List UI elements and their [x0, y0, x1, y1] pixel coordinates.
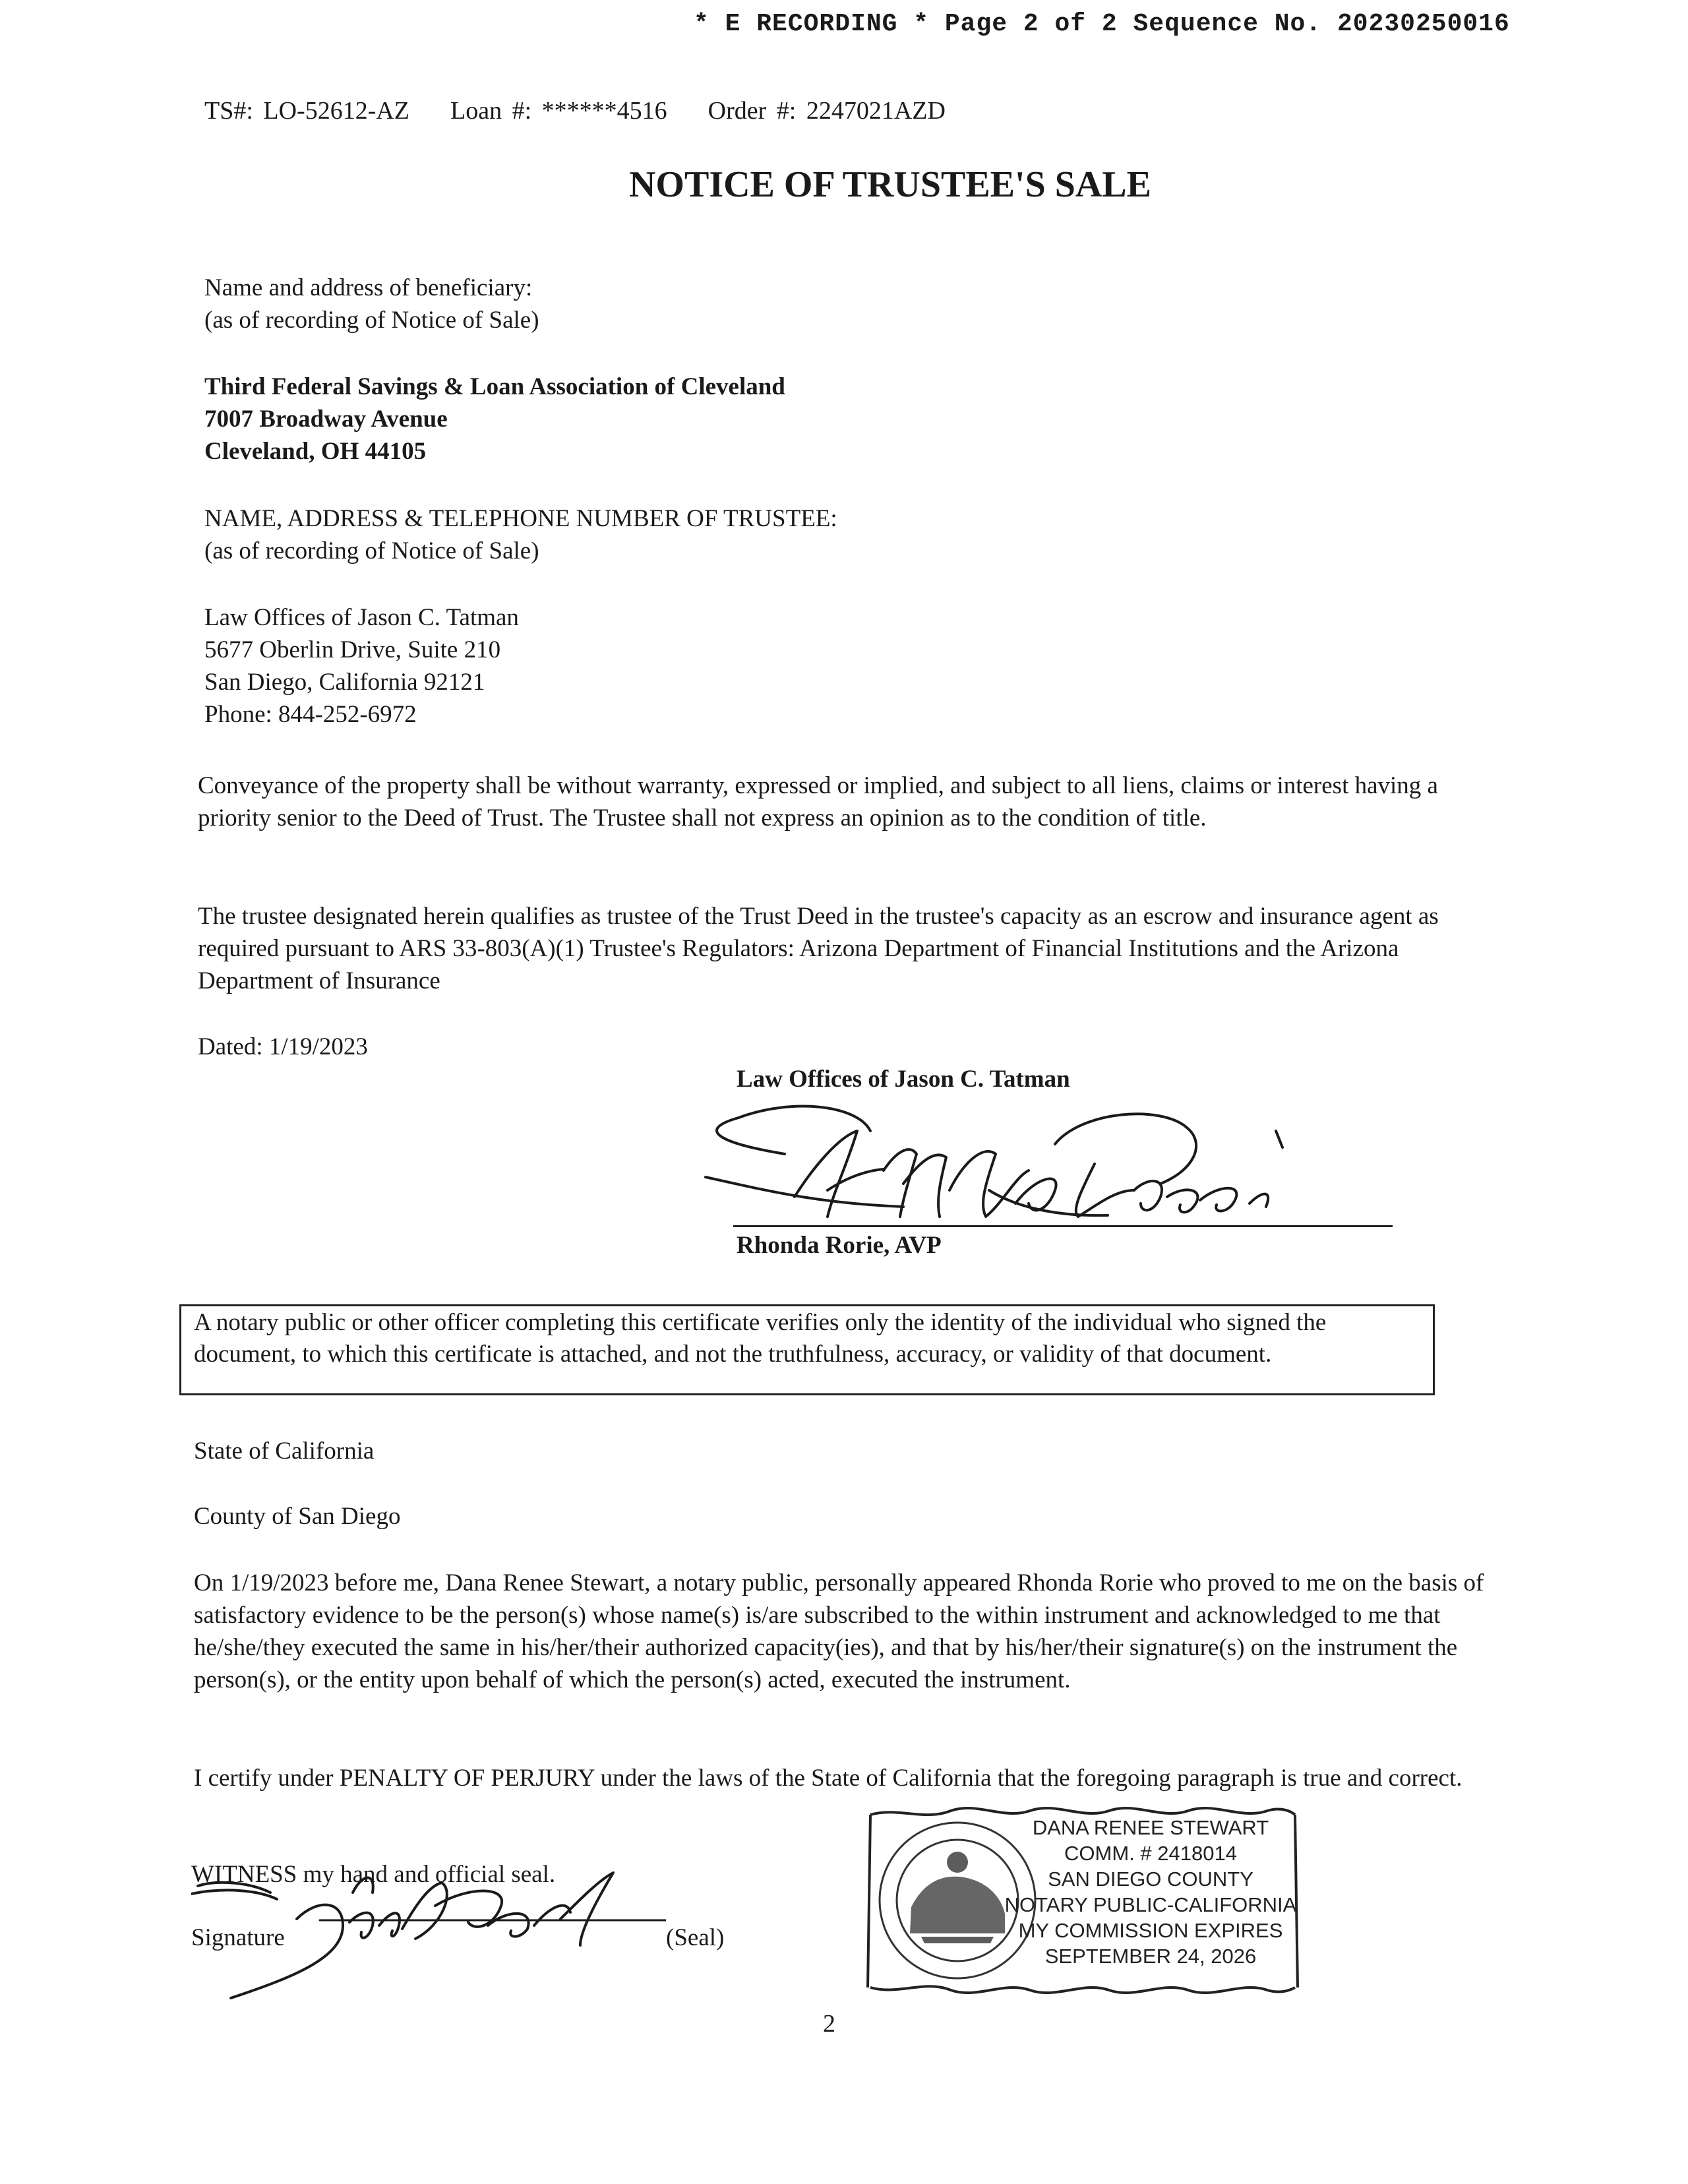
trustee-phone: Phone: 844-252-6972 — [204, 701, 417, 728]
conveyance-paragraph: Conveyance of the property shall be without warranty, expressed or implied, and subject to all liens, claims or interest having a priority senior to the Deed of Trust. The Trustee shall not express an opinion as to the condition of title. — [198, 772, 1438, 832]
signature-label: Signature — [191, 1924, 285, 1951]
trustee-name: Law Offices of Jason C. Tatman — [204, 604, 519, 631]
stamp-name: DANA RENEE STEWART — [1032, 1816, 1269, 1839]
trustee-address — [204, 601, 519, 731]
certify-paragraph: I certify under PENALTY OF PERJURY under the laws of the State of California that the foregoing paragraph is true and correct. — [194, 1765, 1462, 1792]
trustee-heading-line-2: (as of recording of Notice of Sale) — [204, 537, 539, 564]
county-line: County of San Diego — [194, 1503, 401, 1530]
trustee-heading-line-1: NAME, ADDRESS & TELEPHONE NUMBER OF TRUSTEE: — [204, 505, 837, 532]
signature-line — [733, 1225, 1393, 1227]
beneficiary-city: Cleveland, OH 44105 — [204, 438, 427, 465]
trustee-signature-icon — [686, 1091, 1319, 1236]
beneficiary-address — [204, 371, 785, 468]
document-title: NOTICE OF TRUSTEE'S SALE — [628, 164, 1152, 205]
stamp-expires-date: SEPTEMBER 24, 2026 — [1044, 1945, 1257, 1968]
dated-line: Dated: 1/19/2023 — [198, 1033, 368, 1060]
ts-number: TS#: LO-52612-AZ — [204, 97, 410, 125]
stamp-county: SAN DIEGO COUNTY — [1048, 1867, 1253, 1891]
seal-label: (Seal) — [666, 1924, 725, 1951]
trustee-city: San Diego, California 92121 — [204, 669, 485, 696]
beneficiary-name: Third Federal Savings & Loan Association of Cleveland — [204, 373, 785, 400]
stamp-commission: COMM. # 2418014 — [1064, 1842, 1237, 1865]
trustee-heading — [204, 502, 837, 567]
state-line: State of California — [194, 1438, 375, 1465]
acknowledgment-paragraph: On 1/19/2023 before me, Dana Renee Stewart, a notary public, personally appeared Rhonda Rorie who proved to me on the basis of satisfactory evidence to be the person(s) whose name(s) is/are subscribed to the within instrument and acknowledged to me that he/she/they executed the same in his/her/their authorized capacity(ies), and that by his/her/their signature(s) on the instrument the person(s), or the entity upon behalf of which the person(s) acted, executed the instrument. — [194, 1569, 1484, 1693]
page-number: 2 — [823, 2010, 835, 2038]
qualification-paragraph: The trustee designated herein qualifies as trustee of the Trust Deed in the trustee's capacity as an escrow and insurance agent as required pursuant to ARS 33-803(A)(1) Trustee's Regulators: Arizona Department of Financial Institutions and the Arizona Department of Insurance — [198, 903, 1439, 994]
notary-signature-icon — [191, 1846, 666, 2005]
trustee-street: 5677 Oberlin Drive, Suite 210 — [204, 636, 501, 663]
stamp-title: NOTARY PUBLIC-CALIFORNIA — [1004, 1893, 1297, 1916]
beneficiary-heading-line-2: (as of recording of Notice of Sale) — [204, 307, 539, 334]
beneficiary-heading-line-1: Name and address of beneficiary: — [204, 274, 533, 301]
signer-name: Rhonda Rorie, AVP — [737, 1232, 942, 1259]
notary-stamp-text — [1002, 1815, 1299, 1969]
beneficiary-heading — [204, 272, 539, 336]
recording-header: * E RECORDING * Page 2 of 2 Sequence No. 20230250016 — [694, 10, 1510, 38]
stamp-expires-label: MY COMMISSION EXPIRES — [1018, 1919, 1283, 1942]
reference-line — [204, 95, 946, 127]
signature-company: Law Offices of Jason C. Tatman — [737, 1066, 1070, 1093]
beneficiary-street: 7007 Broadway Avenue — [204, 406, 448, 433]
order-number: Order #: 2247021AZD — [708, 97, 946, 125]
loan-number: Loan #: ******4516 — [450, 97, 667, 125]
witness-line: WITNESS my hand and official seal. — [191, 1861, 556, 1888]
notary-disclaimer-text: A notary public or other officer completing this certificate verifies only the identity of the individual who signed the document, to which this certificate is attached, and not the truthfulness, accuracy, or validity of that document. — [194, 1309, 1327, 1368]
